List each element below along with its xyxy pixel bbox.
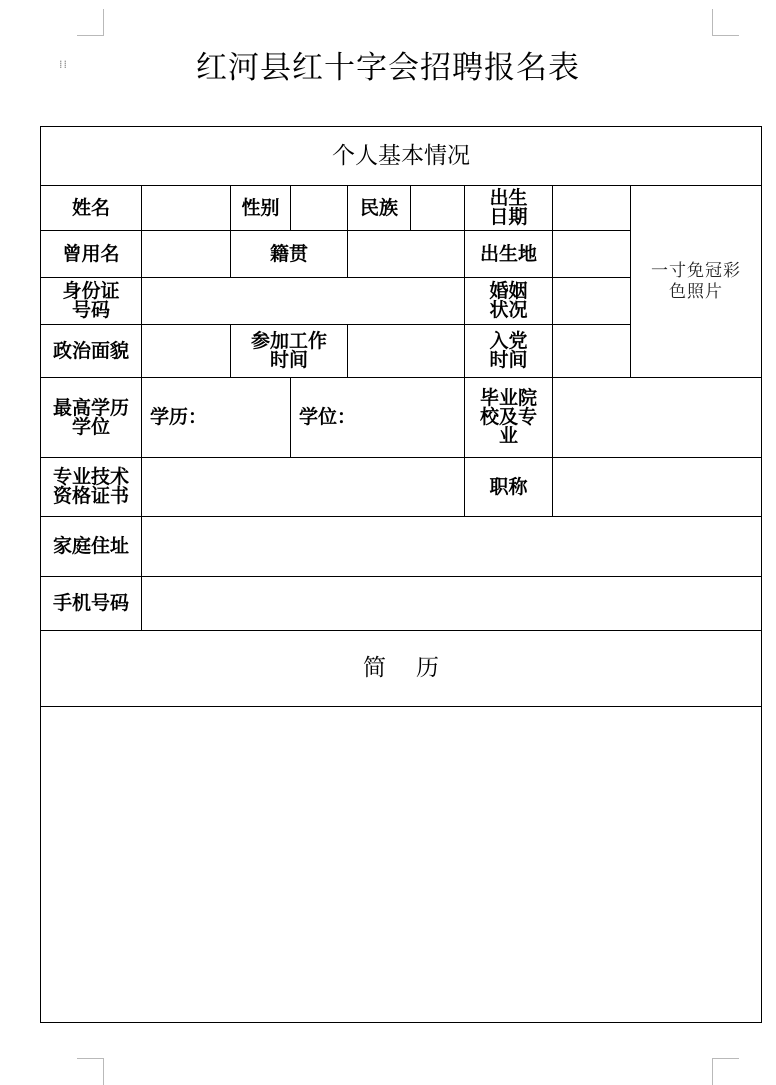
field-gender[interactable] <box>291 186 348 231</box>
field-job-title[interactable] <box>553 458 762 517</box>
label-phone-number: 手机号码 <box>41 577 142 631</box>
label-id-number-line2: 号码 <box>71 299 110 321</box>
label-marital-line1: 婚姻 <box>489 280 528 302</box>
field-party-join-time[interactable] <box>553 325 631 378</box>
label-work-start-line2: 时间 <box>269 349 308 371</box>
field-degree[interactable] <box>291 378 465 458</box>
table-move-handle-icon[interactable]: ⁞⁞ <box>59 58 68 71</box>
label-highest-education-line1: 最高学历 <box>52 396 129 419</box>
field-political-status[interactable] <box>142 325 231 378</box>
field-id-number[interactable] <box>142 278 465 325</box>
label-education-level: 学历： <box>150 406 208 428</box>
label-graduated-school-major <box>465 378 553 458</box>
field-marital-status[interactable] <box>553 278 631 325</box>
field-work-start-time[interactable] <box>348 325 465 378</box>
label-birth-date <box>465 186 553 231</box>
label-highest-education <box>41 378 142 458</box>
label-birth-date-line2: 日期 <box>489 206 528 228</box>
label-political-status: 政治面貌 <box>41 325 142 378</box>
photo-placeholder-line1: 一寸免冠彩 <box>651 260 742 281</box>
label-graduated-line2: 校及专 <box>479 406 537 428</box>
label-professional-certificate <box>41 458 142 517</box>
form-title: 红河县红十字会招聘报名表 <box>196 50 580 86</box>
field-graduated-school-major[interactable] <box>553 378 762 458</box>
label-certificate-line2: 资格证书 <box>52 485 129 507</box>
label-work-start-line1: 参加工作 <box>250 330 327 352</box>
label-graduated-line3: 业 <box>498 425 518 447</box>
section-basic-info-header: 个人基本情况 <box>41 127 762 186</box>
label-graduated-line1: 毕业院 <box>479 387 537 409</box>
label-id-number-line1: 身份证 <box>62 280 120 302</box>
label-party-join-time <box>465 325 553 378</box>
label-party-join-line1: 入党 <box>489 330 528 352</box>
label-marital-line2: 状况 <box>489 299 528 321</box>
label-birthplace: 出生地 <box>465 231 553 278</box>
photo-placeholder[interactable] <box>631 186 762 378</box>
label-name: 姓名 <box>41 186 142 231</box>
label-party-join-line2: 时间 <box>489 349 528 371</box>
label-degree: 学位： <box>299 406 357 428</box>
label-native-place: 籍贯 <box>231 231 348 278</box>
field-former-name[interactable] <box>142 231 231 278</box>
label-certificate-line1: 专业技术 <box>52 466 129 488</box>
field-professional-certificate[interactable] <box>142 458 465 517</box>
field-education-level[interactable] <box>142 378 291 458</box>
page-corner-mark-top-left <box>77 9 104 36</box>
label-gender: 性别 <box>231 186 291 231</box>
field-resume-content[interactable] <box>41 707 762 1023</box>
photo-placeholder-line2: 色照片 <box>669 281 724 302</box>
field-ethnicity[interactable] <box>411 186 465 231</box>
label-ethnicity: 民族 <box>348 186 411 231</box>
field-native-place[interactable] <box>348 231 465 278</box>
label-former-name: 曾用名 <box>41 231 142 278</box>
label-home-address: 家庭住址 <box>41 517 142 577</box>
section-resume-header <box>41 631 762 707</box>
field-birthplace[interactable] <box>553 231 631 278</box>
field-name[interactable] <box>142 186 231 231</box>
label-job-title: 职称 <box>465 458 553 517</box>
field-phone-number[interactable] <box>142 577 762 631</box>
registration-form-table <box>40 126 762 1023</box>
field-home-address[interactable] <box>142 517 762 577</box>
section-resume-char1: 简 <box>363 655 387 681</box>
field-birth-date[interactable] <box>553 186 631 231</box>
label-marital-status <box>465 278 553 325</box>
page-corner-mark-top-right <box>712 9 739 36</box>
label-work-start-time <box>231 325 348 378</box>
label-highest-education-line2: 学位 <box>71 415 110 438</box>
section-resume-char2: 历 <box>416 655 440 681</box>
label-birth-date-line1: 出生 <box>489 187 528 209</box>
label-id-number <box>41 278 142 325</box>
